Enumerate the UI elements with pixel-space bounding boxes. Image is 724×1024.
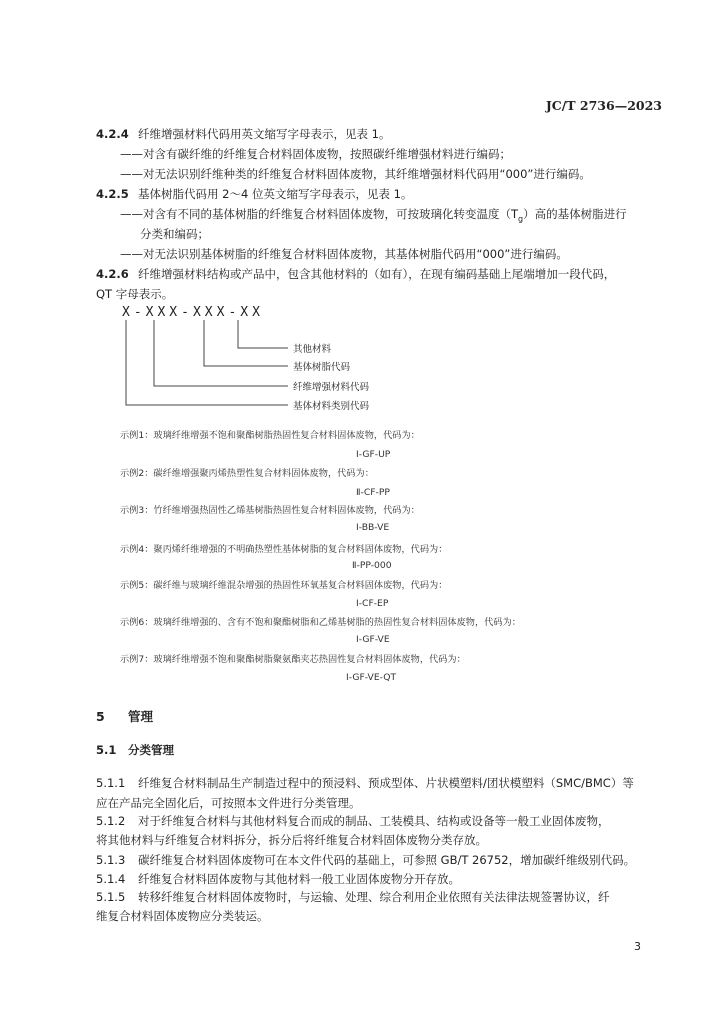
example-2-code: Ⅱ-CF-PP (356, 487, 390, 498)
example-3-code: Ⅰ-BB-VE (356, 522, 390, 533)
example-label: 示例3： (120, 505, 154, 516)
clause-text: 纤维增强材料结构或产品中，包含其他材料的（如有），在现有编码基础上尾端增加一段代码， (138, 267, 616, 281)
example-1-code: Ⅰ-GF-UP (356, 449, 391, 460)
clause-text: 纤维增强材料代码用英文缩写字母表示，见表 1。 (138, 127, 391, 141)
section-5-1-heading (96, 742, 174, 758)
document-code-header: JC/T 2736—2023 (545, 98, 662, 113)
label-fiber-reinforcement-code: 纤维增强材料代码 (293, 382, 370, 393)
example-5 (120, 578, 447, 594)
example-6 (120, 615, 521, 631)
example-label: 示例4： (120, 544, 154, 555)
clause-text: 纤维复合材料固体废物与其他材料一般工业固体废物分开存放。 (138, 872, 460, 886)
example-text: 玻璃纤维增强不饱和聚酯树脂热固性复合材料固体废物，代码为： (153, 430, 420, 441)
example-6-code: Ⅰ-GF-VE (356, 634, 390, 645)
section-number: 5.1 (96, 743, 117, 757)
clause-number: 4.2.5 (96, 187, 129, 201)
page-number: 3 (634, 940, 641, 953)
example-2 (120, 466, 374, 482)
section-title: 管理 (128, 709, 154, 724)
example-label: 示例1： (120, 430, 154, 441)
clause-number: 4.2.6 (96, 267, 129, 281)
clause-text: 转移纤维复合材料固体废物时，与运输、处理、综合利用企业依照有关法律法规签署协议，纤 (138, 890, 610, 904)
clause-5-1-5-cont: 维复合材料固体废物应分类装运。 (96, 909, 269, 923)
clause-4-2-4-item-1: ——对含有碳纤维的纤维复合材料固体废物，按照碳纤维增强材料进行编码； (120, 147, 511, 161)
line-matrix-resin (204, 320, 288, 366)
example-text: 竹纤维增强热固性乙烯基树脂热固性复合材料固体废物，代码为： (153, 505, 420, 516)
section-title: 分类管理 (128, 743, 174, 757)
clause-4-2-4-item-2: ——对无法识别纤维种类的纤维复合材料固体废物，其纤维增强材料代码用“000”进行编码。 (120, 167, 591, 181)
code-structure-lines (120, 318, 300, 413)
example-5-code: Ⅰ-CF-EP (356, 598, 389, 609)
section-5-heading (96, 707, 153, 725)
line-matrix-category (126, 320, 288, 405)
example-text: 碳纤维与玻璃纤维混杂增强的热固性环氧基复合材料固体废物，代码为： (153, 580, 448, 591)
label-matrix-resin-code: 基体树脂代码 (293, 362, 351, 373)
clause-4-2-5 (96, 184, 412, 204)
example-1 (120, 428, 420, 444)
example-label: 示例6： (120, 617, 154, 628)
example-text: 聚丙烯纤维增强的不明确热塑性基体树脂的复合材料固体废物，代码为： (153, 544, 448, 555)
clause-4-2-6-cont: QT 字母表示。 (96, 287, 174, 301)
clause-4-2-5-item-2: ——对无法识别基体树脂的纤维复合材料固体废物，其基体树脂代码用“000”进行编码。 (120, 247, 568, 261)
clause-text: 基体树脂代码用 2～4 位英文缩写字母表示，见表 1。 (138, 187, 413, 201)
item-text-part: ——对含有不同的基体树脂的纤维复合材料固体废物，可按玻璃化转变温度（T (120, 207, 519, 221)
label-matrix-category-code: 基体材料类别代码 (293, 401, 370, 412)
example-text: 碳纤维增强聚丙烯热塑性复合材料固体废物，代码为： (153, 468, 374, 479)
clause-4-2-4 (96, 124, 390, 144)
example-3 (120, 503, 420, 519)
clause-number: 4.2.4 (96, 127, 129, 141)
clause-number: 5.1.1 (96, 776, 126, 790)
clause-text: 纤维复合材料制品生产制造过程中的预浸料、预成型体、片状模塑料/团状模塑料（SMC/BMC）等 (138, 776, 634, 790)
example-7 (120, 652, 466, 668)
clause-5-1-1 (96, 773, 634, 793)
clause-number: 5.1.3 (96, 853, 126, 867)
clause-5-1-2-cont: 将其他材料与纤维复合材料拆分，拆分后将纤维复合材料固体废物分类存放。 (96, 833, 487, 847)
section-number: 5 (96, 709, 105, 724)
line-fiber-reinforcement (154, 320, 288, 386)
code-structure: X-XXX-XXX-XX (122, 305, 264, 320)
clause-text: 对于纤维复合材料与其他材料复合而成的制品、工装模具、结构或设备等一般工业固体废物， (138, 814, 610, 828)
example-4-code: Ⅱ-PP-000 (352, 560, 392, 571)
tg-subscript: g (518, 214, 524, 224)
clause-4-2-5-item-1-cont: 分类和编码； (140, 227, 209, 241)
clause-5-1-2 (96, 811, 610, 831)
clause-4-2-6 (96, 264, 615, 284)
example-4 (120, 542, 447, 558)
line-other-material (238, 320, 288, 348)
clause-number: 5.1.4 (96, 872, 126, 886)
example-label: 示例2： (120, 468, 154, 479)
clause-5-1-5 (96, 887, 610, 907)
clause-5-1-1-cont: 应在产品完全固化后，可按照本文件进行分类管理。 (96, 796, 361, 810)
clause-text: 碳纤维复合材料固体废物可在本文件代码的基础上，可参照 GB/T 26752，增加碳纤维级别代码。 (138, 853, 636, 867)
clause-5-1-4 (96, 869, 460, 889)
example-text: 玻璃纤维增强的、含有不饱和聚酯树脂和乙烯基树脂的热固性复合材料固体废物，代码为： (153, 617, 521, 628)
clause-number: 5.1.2 (96, 814, 126, 828)
example-label: 示例5： (120, 580, 154, 591)
label-other-material: 其他材料 (293, 344, 332, 355)
item-text-part: ）高的基体树脂进行 (523, 207, 627, 221)
example-label: 示例7： (120, 654, 154, 665)
clause-number: 5.1.5 (96, 890, 126, 904)
example-text: 玻璃纤维增强不饱和聚酯树脂聚氨酯夹芯热固性复合材料固体废物，代码为： (153, 654, 466, 665)
clause-5-1-3 (96, 850, 635, 870)
example-7-code: Ⅰ-GF-VE-QT (346, 672, 397, 683)
